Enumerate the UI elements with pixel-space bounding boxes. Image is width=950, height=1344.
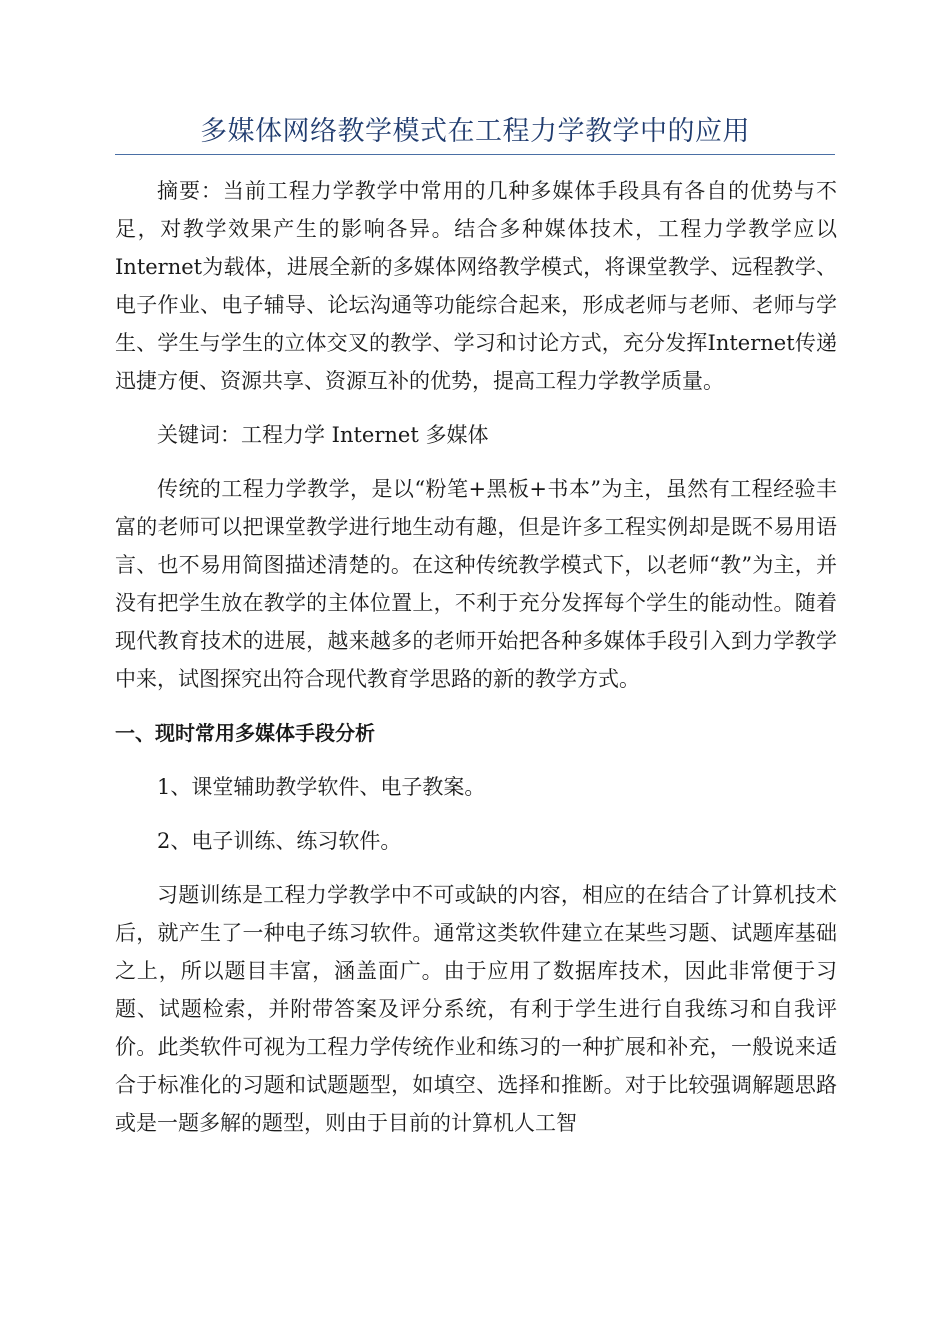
document-title: 多媒体网络教学模式在工程力学教学中的应用 [200, 116, 750, 147]
list-item-1: 1、课堂辅助教学软件、电子教案。 [157, 775, 486, 799]
intro-paragraph: 传统的工程力学教学，是以“粉笔+黑板+书本”为主，虽然有工程经验丰富的老师可以把课堂教学进行地生动有趣，但是许多工程实例却是既不易用语言、也不易用简图描述清楚的。在这种传统教学模式下，以老师“教”为主，并没有把学生放在教学的主体位置上，不利于充分发挥每个学生的能动性。随着现代教育技术的进展，越来越多的老师开始把各种多媒体手段引入到力学教学中来，试图探究出符合现代教育学思路的新的教学方式。 [115, 477, 837, 691]
keywords-paragraph: 关键词：工程力学 Internet 多媒体 [157, 423, 489, 447]
title-underline [115, 154, 835, 155]
exercise-paragraph: 习题训练是工程力学教学中不可或缺的内容，相应的在结合了计算机技术后，就产生了一种电子练习软件。通常这类软件建立在某些习题、试题库基础之上，所以题目丰富，涵盖面广。由于应用了数据库技术，因此非常便于习题、试题检索，并附带答案及评分系统，有利于学生进行自我练习和自我评价。此类软件可视为工程力学传统作业和练习的一种扩展和补充，一般说来适合于标准化的习题和试题题型，如填空、选择和推断。对于比较强调解题思路或是一题多解的题型，则由于目前的计算机人工智 [115, 883, 837, 1135]
document-body [115, 172, 837, 1158]
section-heading: 一、现时常用多媒体手段分析 [115, 721, 375, 745]
abstract-paragraph: 摘要：当前工程力学教学中常用的几种多媒体手段具有各自的优势与不足，对教学效果产生的影响各异。结合多种媒体技术，工程力学教学应以Internet为载体，进展全新的多媒体网络教学模式，将课堂教学、远程教学、电子作业、电子辅导、论坛沟通等功能综合起来，形成老师与老师、老师与学生、学生与学生的立体交叉的教学、学习和讨论方式，充分发挥Internet传递迅捷方便、资源共享、资源互补的优势，提高工程力学教学质量。 [115, 179, 837, 393]
list-item-2: 2、电子训练、练习软件。 [157, 829, 402, 853]
